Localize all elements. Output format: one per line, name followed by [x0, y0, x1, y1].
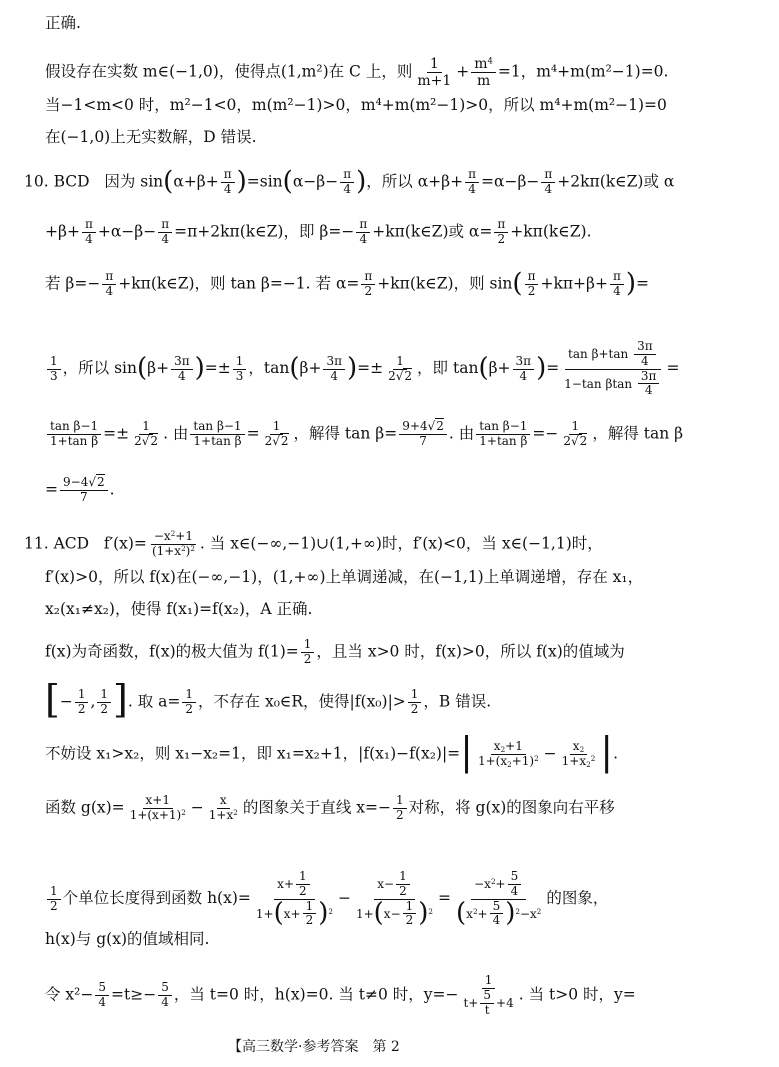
- q11-line-2: f′(x)>0，所以 f(x)在(−∞,−1)，(1,+∞)上单调递减，在(−1,1)上单调递增，存在 x₁，: [45, 568, 644, 586]
- q10-number: 10. BCD: [24, 172, 90, 191]
- fraction: $\frac{1}{m+1}$: [417, 56, 452, 90]
- q11-line-8: $\frac{1}{2}$ 个单位长度得到函数 h(x)= x+ $\frac{1}{2}$ 1+(x+ $\frac{1}{2}$ )$^2$ − x− $\frac{1}{2}$ 1+(x− $\frac{1}{2}$ )$^2$ = $-x^2+$ $\frac{5}{4}$ ($x^2+$ $\frac{5}{4}$ )$^2-x^2$ 的图象，: [45, 870, 608, 928]
- q10-line-2: +β+ $\frac{\pi}{4}$ +α−β− $\frac{\pi}{4}$ =π+2kπ(k∈Z)，即 β=− $\frac{\pi}{4}$ +kπ(k∈Z)或 α= $\frac{\pi}{2}$ +kπ(k∈Z).: [45, 217, 592, 246]
- q10-line-6: = $\frac{9-4√2}{7}$ .: [45, 475, 115, 504]
- q10-line-5: $\frac{\text{tan β−1}}{\text{1+tan β}}$ =± $\frac{1}{2√2}$ . 由 $\frac{\text{tan β−1}}{\text{1+tan β}}$ = $\frac{1}{2√2}$ ，解得 tan β= $\frac{9+4√2}{7}$ . 由 $\frac{\text{tan β−1}}{\text{1+tan β}}$ =− $\frac{1}{2√2}$ ，解得 tan β: [45, 420, 683, 449]
- q11-line-10: 令 x²− $\frac{5}{4}$ =t≥− $\frac{5}{4}$ ，当 t=0 时，h(x)=0. 当 t≠0 时，y=− 1 t+ $\frac{5}{t}$ +4 . 当 t>0 时，y=: [45, 973, 636, 1017]
- q11-line-6: 不妨设 x₁>x₂，则 x₁−x₂=1，即 x₁=x₂+1，|f(x₁)−f(x₂)|=| $\frac{x_2+1}{1+(x_2+1)^2}$ − $\frac{x_2}{1+x_2^2}$ |.: [45, 729, 619, 774]
- q11-line-4: f(x)为奇函数，f(x)的极大值为 f(1)= $\frac{1}{2}$ ，且当 x>0 时，f(x)>0，所以 f(x)的值域为: [45, 637, 625, 666]
- intro-line-1: 正确.: [45, 14, 81, 32]
- intro-line-3: 当−1<m<0 时，m²−1<0，m(m²−1)>0，m⁴+m(m²−1)>0，所以 m⁴+m(m²−1)=0: [45, 96, 667, 114]
- q10-line-3: 若 β=− $\frac{\pi}{4}$ +kπ(k∈Z)，则 tan β=−1. 若 α= $\frac{\pi}{2}$ +kπ(k∈Z)，则 sin( $\frac{\pi}{2}$ +kπ+β+ $\frac{\pi}{4}$ )=: [45, 268, 650, 299]
- q10-line-1: 10. BCD 因为 sin(α+β+ $\frac{\pi}{4}$ )=sin(α−β− $\frac{\pi}{4}$ )，所以 α+β+ $\frac{\pi}{4}$ =α−β− $\frac{\pi}{4}$ +2kπ(k∈Z)或 α: [24, 166, 675, 197]
- q11-line-7: 函数 g(x)= $\frac{x+1}{1+(x+1)^2}$ − $\frac{x}{1+x^2}$ 的图象关于直线 x=− $\frac{1}{2}$ 对称，将 g(x)的图象向右平移: [45, 793, 615, 822]
- q11-number: 11. ACD: [24, 534, 90, 553]
- q10-line-4: $\frac{1}{3}$ ，所以 sin(β+ $\frac{3\pi}{4}$ )=± $\frac{1}{3}$ ，tan(β+ $\frac{3\pi}{4}$ )=± $\frac{1}{2√2}$ ，即 tan(β+ $\frac{3\pi}{4}$ )= tan β+tan $\frac{3\pi}{4}$ 1−tan βtan $\frac{3\pi}{4}$ =: [45, 340, 679, 398]
- page-footer: 【高三数学·参考答案 第 2: [228, 1039, 400, 1055]
- q11-line-3: x₂(x₁≠x₂)，使得 f(x₁)=f(x₂)，A 正确.: [45, 600, 313, 618]
- q11-line-1: 11. ACD f′(x)= $\frac{-x^2+1}{(1+x^2)^2}$ . 当 x∈(−∞,−1)∪(1,+∞)时，f′(x)<0，当 x∈(−1,1)时，: [24, 529, 603, 558]
- q11-line-9: h(x)与 g(x)的值域相同.: [45, 930, 210, 948]
- q11-line-5: [− $\frac{1}{2}$ , $\frac{1}{2}$ ]. 取 a= $\frac{1}{2}$ ，不存在 x₀∈R，使得|f(x₀)|> $\frac{1}{2}$ ，B 错误.: [45, 677, 492, 722]
- fraction: $\frac{m^4}{m}$: [471, 56, 496, 89]
- intro-line-2: 假设存在实数 m∈(−1,0)，使得点(1,m²)在 C 上，则 $\frac{1}{m+1}$ + $\frac{m^4}{m}$ =1，m⁴+m(m²−1)=0.: [45, 55, 669, 90]
- intro-line-4: 在(−1,0)上无实数解，D 错误.: [45, 128, 257, 146]
